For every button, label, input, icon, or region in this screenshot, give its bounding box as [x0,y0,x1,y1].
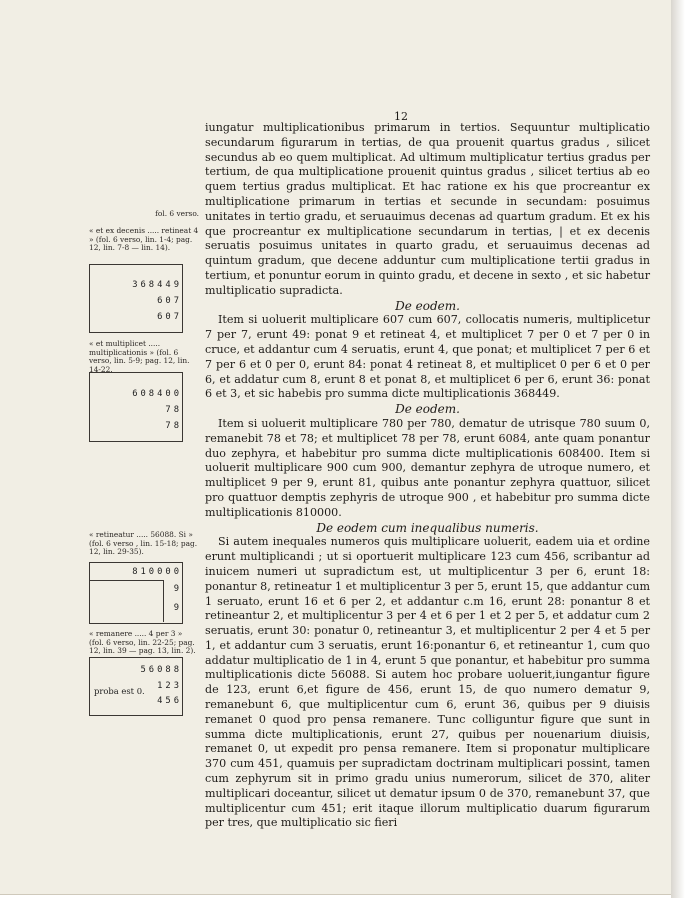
calc-figure-3 [89,562,183,624]
margin-note-folio: fol. 6 verso. [155,209,199,218]
calc-figure-1 [89,264,183,333]
calc-figure-4 [89,657,183,716]
figure-digit: 9 [173,584,182,594]
figure-factor: 607 [157,312,182,322]
main-text [205,121,650,831]
page-edge [671,0,685,898]
section-heading: De eodem cum inequalibus numeris. [316,520,539,535]
figure-rule [90,580,164,581]
margin-note-4: « remanere ..... 4 per 3 » (fol. 6 verso, lin. 22-25; pag. 12, lin. 39 — pag. 13, lin. 2). [89,629,196,656]
figure-digit: 9 [173,603,182,613]
margin-note-2: « et multiplicet ..... multiplicationis » (fol. 6 verso, lin. 5-9; pag. 12, lin. 14-22. [89,339,190,375]
calc-figure-2 [89,372,183,442]
proof-label: proba est 0. [94,686,145,696]
margin-note-1: « et ex decenis ..... retineat 4 » (fol. 6 verso, lin. 1-4; pag. 12, lin. 7-8 — lin. 14). [89,226,199,253]
figure-factor: 607 [157,296,182,306]
figure-product: 56088 [140,665,182,675]
figure-product: 368449 [132,280,182,290]
figure-product: 810000 [132,567,182,577]
paragraph: Item si uoluerit multiplicare 607 cum 607, collocatis numeris, multiplicetur 7 per 7, erunt 49: ponat 9 et retineat 4, et multiplicet 7 per 0 et 7 per 0 in cruce, et addantur cum 4 seruatis, erunt 4, que ponat; et multiplicet 7 per 6 et 7 per 6 et 0 per 0, erunt 84: ponat 4 retineat 8, et multiplicet 0 per 6 et 0 per 6, et addatur cum 8, erunt 8 et ponat 8, et multiplicet 6 per 6, erunt 36: ponat 6 et 3, et sic habebis pro summa dicte multiplicationis 368449. [205,313,650,401]
figure-factor: 123 [157,681,182,691]
figure-factor: 78 [165,421,182,431]
margin-note-3: « retineatur ..... 56088. Si » (fol. 6 verso , lin. 15-18; pag. 12, lin. 29-35). [89,530,198,557]
figure-factor: 78 [165,405,182,415]
paragraph: iungatur multiplicationibus primarum in tertios. Sequuntur multiplicatio secundarum figurarum in tertias, de qua prouenit quartus gradus , silicet secundus ab eo quem multiplicat. Ad ultimum multiplicatur tertius gradus per tertium, de qua multiplicatione prouenit quintus gradus , silicet tertius ab eo quem tertius gradus multiplicat. Et hac ratione ex his que procreantur ex multiplicatione primarum in tertias et secunde in secundam: posuimus unitates in tertio gradu, et seruauimus decenas ad quartum gradum. Et ex his que procreantur ex multiplicatione secundarum in tertias, | et ex decenis seruatis posuimus unitates in quarto gradu, et seruauimus decenas ad quintum gradum, que decene adduntur cum multiplicatione tertii gradus in tertium, et ponuntur eorum in quinto gradu, et decene in sexto , et sic habetur multiplicatio supradicta. [205,121,650,297]
figure-factor: 456 [157,696,182,706]
page-number: 12 [394,110,408,123]
paragraph: Si autem inequales numeros quis multiplicare uoluerit, eadem uia et ordine erunt multiplicandi ; ut si oportuerit multiplicare 123 cum 456, scribantur ad inuicem numeri ut supradictum est, ut multiplicentur 3 per 6, erunt 18: ponantur 8, retineatur 1 et multiplicentur 3 per 5, erunt 15, que addantur cum 1 seruato, erunt 16 et 6 per 2, et addantur c.m 16, erunt 28: ponantur 8 et retineantur 2, et multiplicentur 3 per 4 et 6 per 1 et 2 per 5, et addatur cum 2 seruatis, erunt 30: ponatur 0, retineantur 3, et multiplicentur 2 per 4 et 5 per 1, et addantur cum 3 seruatis, erunt 16:ponantur 6, et retineantur 1, cum quo addatur multiplicatio de 1 in 4, erunt 5 que ponantur, et habebitur pro summa multiplicationis dicte 56088. Si autem hoc probare uoluerit,iungantur figure de 123, erunt 6,et figure de 456, erunt 15, de quo numero dematur 9, remanebunt 6, que multiplicentur cum 6, erunt 36, quibus per 9 diuisis remanet 0 quod pro pensa remanere. Tunc colliguntur figure que sunt in summa dicte multiplicationis, erunt 27, quibus per nouenarium diuisis, remanet 0, ut expedit pro pensa remanere. Item si proponatur multiplicare 370 cum 451, quamuis per supradictam doctrinam multiplicari possint, tamen cum zephyrum sit in primo gradu unius numerorum, silicet de 370, aliter multiplicari doceantur, silicet ut dematur ipsum 0 de 370, remanebunt 37, que multiplicentur cum 451; erit itaque illorum multiplicatio duarum figurarum per tres, que multiplicatio sic fieri [205,535,650,830]
figure-product: 608400 [132,389,182,399]
paragraph: Item si uoluerit multiplicare 780 per 780, dematur de utrisque 780 suum 0, remanebit 78 et 78; et multiplicet 78 per 78, erunt 6084, ante quam ponantur duo zephyra, et habebitur pro summa dicte multiplicationis 608400. Item si uoluerit multiplicare 900 cum 900, demantur zephyra de utroque numero, et multiplicet 9 per 9, erunt 81, quibus ante ponantur zephyra quattuor, silicet pro quattuor demptis zephyris de utroque 900 , et habebitur pro summa dicte multiplicationis 810000. [205,416,650,519]
section-heading: De eodem. [395,402,460,417]
section-heading: De eodem. [395,298,460,313]
